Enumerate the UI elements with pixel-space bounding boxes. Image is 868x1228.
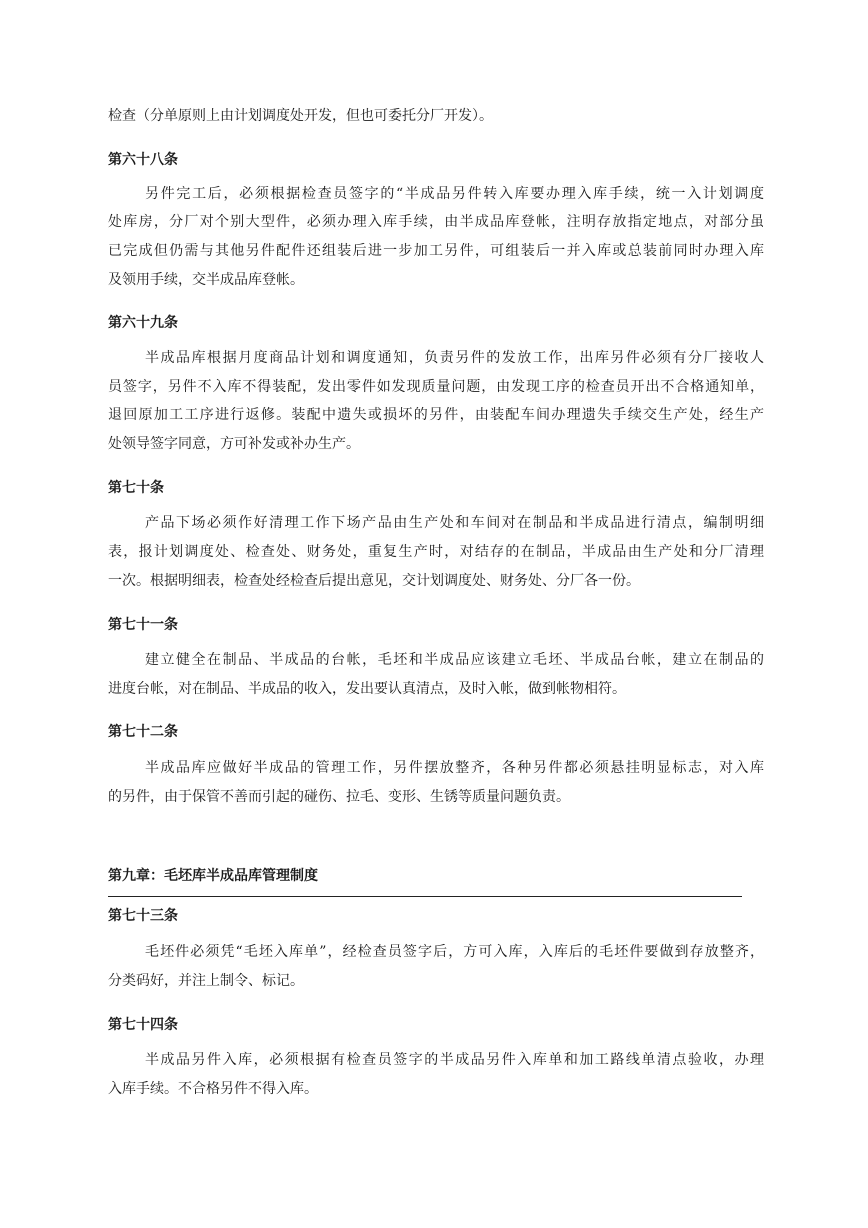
article-70-line-2: 表，报计划调度处、检查处、财务处，重复生产时，对结存的在制品，半成品由生产处和分厂清理 <box>108 544 764 560</box>
article-73-line-1: 毛坯件必须凭“毛坯入库单”，经检查员签字后，方可入库，入库后的毛坯件要做到存放整齐， <box>145 944 764 960</box>
article-68-heading: 第六十八条 <box>108 152 178 168</box>
article-68-line-1: 另件完工后，必须根据检查员签字的“半成品另件转入库要办理入库手续，统一入计划调度 <box>145 186 764 202</box>
article-70-line-1: 产品下场必须作好清理工作下场产品由生产处和车间对在制品和半成品进行清点，编制明细 <box>145 515 764 531</box>
article-72-line-1: 半成品库应做好半成品的管理工作，另件摆放整齐，各种另件都必须悬挂明显标志，对入库 <box>145 760 764 776</box>
article-72-heading: 第七十二条 <box>108 724 178 740</box>
article-70-line-3: 一次。根据明细表，检查处经检查后提出意见，交计划调度处、财务处、分厂各一份。 <box>108 573 640 589</box>
article-69-line-1: 半成品库根据月度商品计划和调度通知，负责另件的发放工作，出库另件必须有分厂接收人 <box>145 350 764 366</box>
article-68-line-2: 处库房，分厂对个别大型件，必须办理入库手续，由半成品库登帐，注明存放指定地点，对部分虽 <box>108 214 764 230</box>
article-71-heading: 第七十一条 <box>108 617 178 633</box>
article-71-line-1: 建立健全在制品、半成品的台帐，毛坯和半成品应该建立毛坯、半成品台帐，建立在制品的 <box>145 652 764 668</box>
article-70-heading: 第七十条 <box>108 480 164 496</box>
article-71-line-2: 进度台帐，对在制品、半成品的收入，发出要认真清点，及时入帐，做到帐物相符。 <box>108 681 626 697</box>
article-69-line-4: 处领导签字同意，方可补发或补办生产。 <box>108 436 360 452</box>
article-74-line-2: 入库手续。不合格另件不得入库。 <box>108 1081 318 1097</box>
chapter-divider <box>108 896 742 897</box>
article-73-heading: 第七十三条 <box>108 908 178 924</box>
article-69-line-2: 员签字，另件不入库不得装配，发出零件如发现质量问题，由发现工序的检查员开出不合格通知单， <box>108 379 764 395</box>
article-74-heading: 第七十四条 <box>108 1017 178 1033</box>
article-74-line-1: 半成品另件入库，必须根据有检查员签字的半成品另件入库单和加工路线单清点验收，办理 <box>145 1052 764 1068</box>
article-68-line-4: 及领用手续，交半成品库登帐。 <box>108 272 304 288</box>
article-69-line-3: 退回原加工工序进行返修。装配中遗失或损坏的另件，由装配车间办理遗失手续交生产处，经生产 <box>108 407 764 423</box>
chapter-9-title: 第九章：毛坯库半成品库管理制度 <box>108 868 318 884</box>
article-73-line-2: 分类码好，并注上制令、标记。 <box>108 973 304 989</box>
continuation-line: 检查（分单原则上由计划调度处开发，但也可委托分厂开发）。 <box>108 108 493 124</box>
article-69-heading: 第六十九条 <box>108 315 178 331</box>
article-72-line-2: 的另件，由于保管不善而引起的碰伤、拉毛、变形、生锈等质量问题负责。 <box>108 789 570 805</box>
article-68-line-3: 已完成但仍需与其他另件配件还组装后进一步加工另件，可组装后一并入库或总装前同时办理入库 <box>108 243 764 259</box>
